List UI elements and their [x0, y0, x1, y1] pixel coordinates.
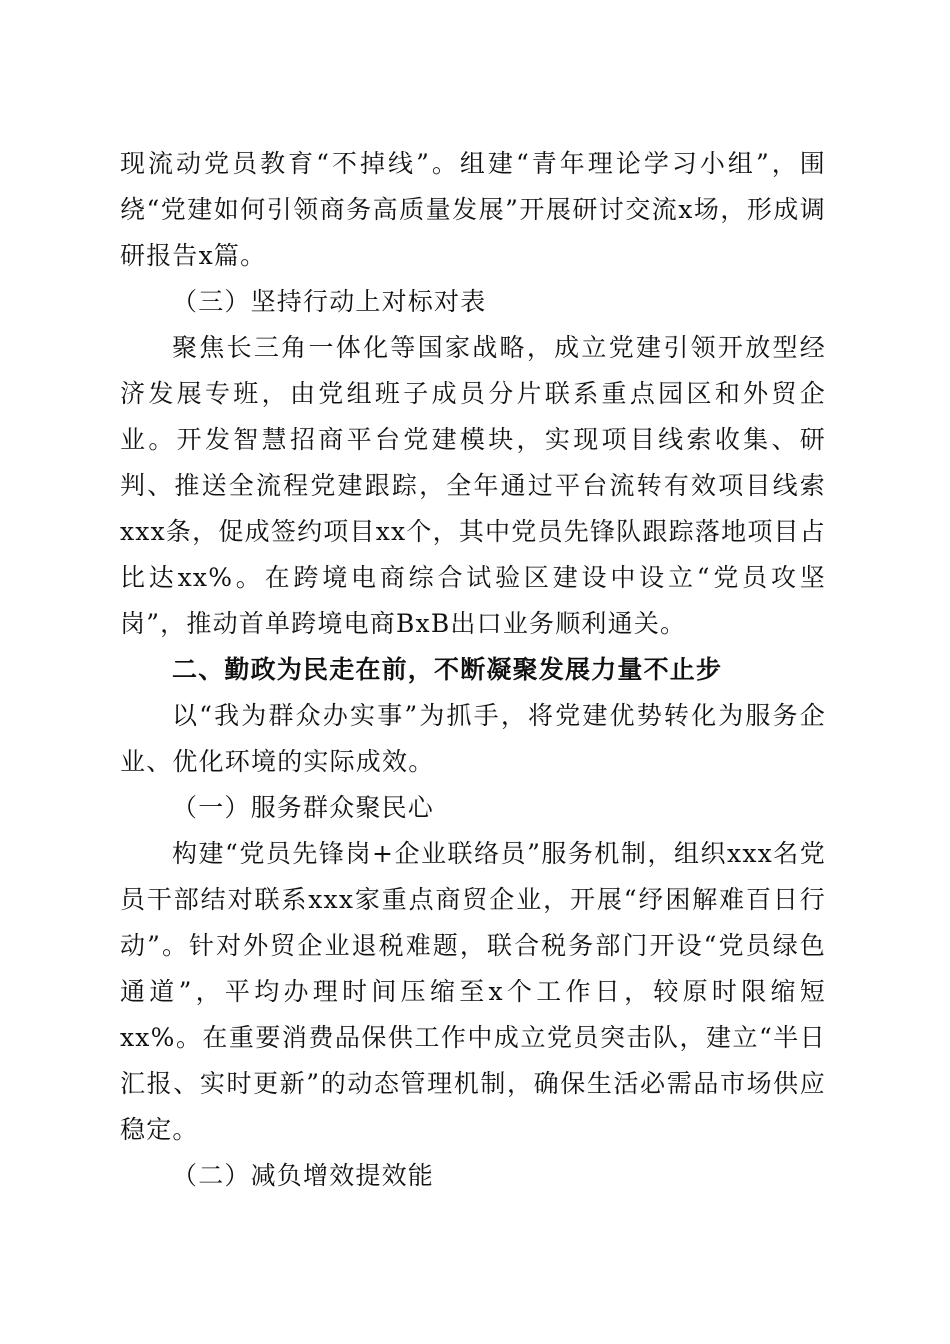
paragraph-continuation: 现流动党员教育“不掉线”。组建“青年理论学习小组”，围绕“党建如何引领商务高质量发展”开展研讨交流x场，形成调研报告x篇。 — [120, 149, 826, 270]
subheading-persist-action: （三）坚持行动上对标对表 — [172, 287, 487, 316]
paragraph-open-economy: 聚焦长三角一体化等国家战略，成立党建引领开放型经济发展专班，由党组班子成员分片联系重点园区和外贸企业。开发智慧招商平台党建模块，实现项目线索收集、研判、推送全流程党建跟踪，全年通过平台流转有效项目线索xxx条，促成签约项目xx个，其中党员先锋队跟踪落地项目占比达xx%。在跨境电商综合试验区建设中设立“党员攻坚岗”，推动首单跨境电商BxB出口业务顺利通关。 — [120, 333, 826, 638]
paragraph-section-intro: 以“我为群众办实事”为抓手，将党建优势转化为服务企业、优化环境的实际成效。 — [120, 701, 826, 776]
document-body — [120, 141, 826, 1199]
paragraph-service-mechanism: 构建“党员先锋岗+企业联络员”服务机制，组织xxx名党员干部结对联系xxx家重点商贸企业，开展“纾困解难百日行动”。针对外贸企业退税难题，联合税务部门开设“党员绿色通道”，平均办理时间压缩至x个工作日，较原时限缩短xx%。在重要消费品保供工作中成立党员突击队，建立“半日汇报、实时更新”的动态管理机制，确保生活必需品市场供应稳定。 — [120, 839, 826, 1144]
subheading-reduce-burden: （二）减负增效提效能 — [172, 1161, 435, 1190]
section-heading-two: 二、勤政为民走在前，不断凝聚发展力量不止步 — [172, 655, 723, 684]
subheading-serve-people: （一）服务群众聚民心 — [172, 793, 435, 822]
